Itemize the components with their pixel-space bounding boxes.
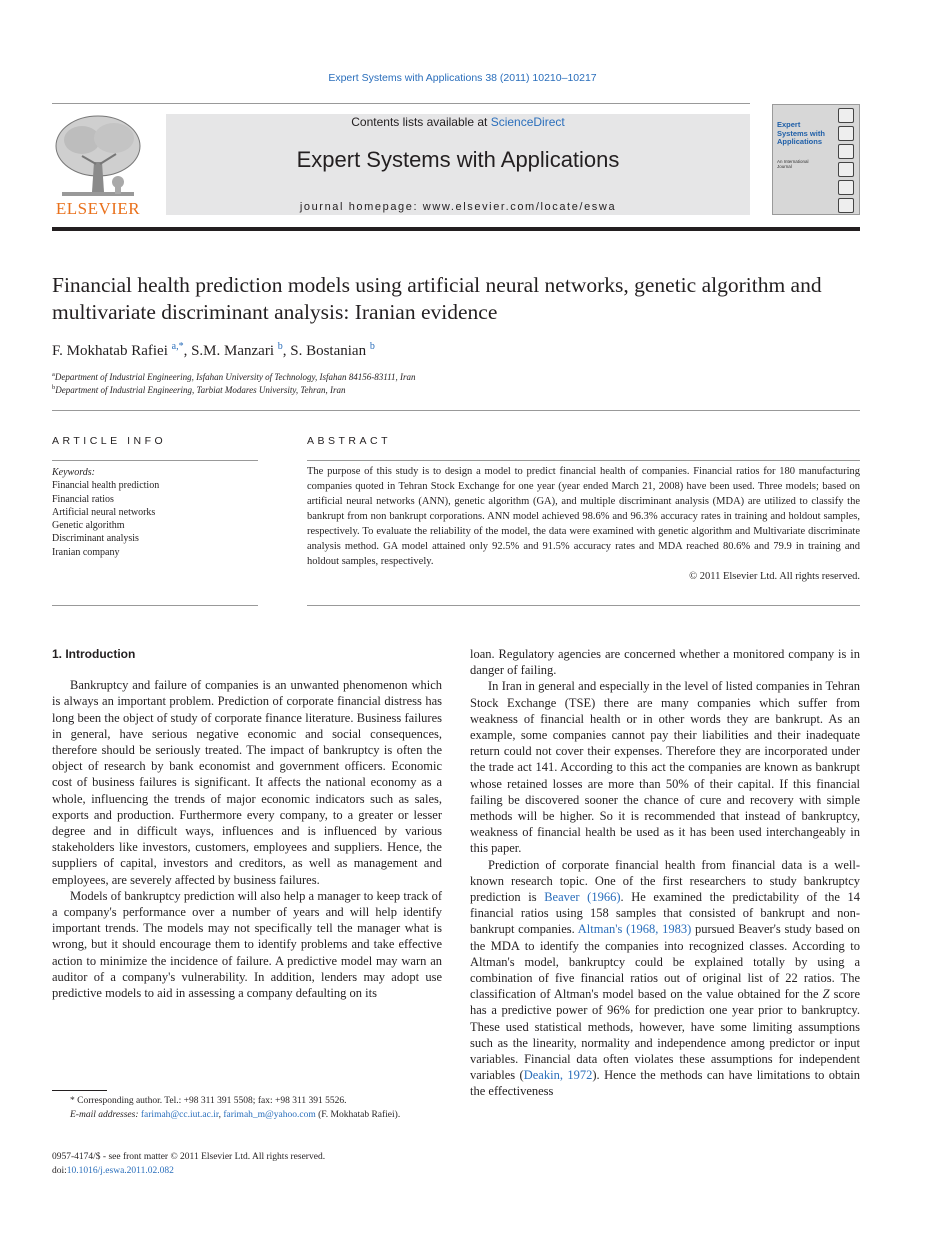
affiliation-mark: b [52,384,56,391]
section-rule [52,410,860,411]
publication-info [52,1150,325,1178]
sciencedirect-link[interactable]: ScienceDirect [490,115,565,129]
footnote [52,1094,442,1122]
keyword: Financial ratios [52,493,114,505]
abstract-body [307,464,860,584]
keyword: Genetic algorithm [52,520,125,532]
abstract-rule [307,605,860,606]
email-link[interactable]: farimah_m@yahoo.com [223,1110,316,1120]
affiliation [52,384,346,395]
header-thick-rule [52,227,860,231]
cover-icon [838,198,854,213]
article-info-heading: ARTICLE INFO [52,435,167,447]
cover-icon [838,180,854,195]
affiliation-mark: a [52,371,55,378]
z-score-symbol: Z [822,987,830,1002]
doi-prefix: doi: [52,1166,67,1176]
keyword: Financial health prediction [52,480,160,492]
citation-link-deakin[interactable]: Deakin, 1972 [523,1068,593,1083]
cover-title: Expert Systems with Applications [777,120,825,146]
body-paragraph: In Iran in general and especially in the level of listed companies in Tehran Stock Exchange (TSE) there are many companies which suffer from weakness of financial health or in other words they are bankrupt. As an example, some companies cannot pay their liabilities and their inadequate return could not cover their expenses. Therefore they are incorporated under the trade act 141. According to this act the companies are known as bankrupt whose retained losses are more than 50% of their capital. If this financial failing be discovered sooner the chance of cure and recovery with simple methods will be higher. So it is recommended that instead of bankruptcy, weakness of financial health be used as it has been used interchangeably in this paper. [470,679,860,856]
footnote-rule [52,1090,107,1091]
keywords-label: Keywords: [52,467,95,478]
email-owner: (F. Mokhatab Rafiei). [315,1110,401,1120]
author-separator: , [183,343,192,359]
header-top-rule [52,103,750,104]
body-paragraph: loan. Regulatory agencies are concerned whether a monitored company is in danger of failing. [470,647,860,678]
contents-prefix: Contents lists available at [351,115,488,129]
cover-icon [838,108,854,123]
article-title: Financial health prediction models using artificial neural networks, genetic algorithm and multivariate discriminant analysis: Iranian evidence [52,273,822,324]
author-name: S. Bostanian [290,343,367,359]
journal-homepage[interactable]: journal homepage: www.elsevier.com/locate/eswa [299,201,617,213]
keyword: Discriminant analysis [52,533,139,545]
cover-icon [838,144,854,159]
keyword: Artificial neural networks [52,506,156,518]
author-separator: , [282,343,291,359]
affiliation [52,371,415,382]
keyword: Iranian company [52,546,120,558]
body-paragraph: Bankruptcy and failure of companies is an unwanted phenomenon which is always an important problem. Prediction of corporate financial distress has long been the object of study of corporate finance literature. Business failures in general, have serious negative economic and social consequences, therefore should be seriously treated. The impact of bankruptcy is often the object of research by bank economist and government officers. Economic cost of business failures is significant. It affects the national economy as a whole, influencing the trends of major economic indicators such as sales, exports and production. Furthermore every company, to a greater or lesser degree and in difficult ways, influences and is influenced by various stakeholders like investors, customers, employees and suppliers. Hence, the suppliers of capital, investors and creditors, as well as management and employees, are severely affected by business failures. [52,678,442,887]
article-info-rule [52,460,258,461]
journal-reference-link[interactable]: Expert Systems with Applications 38 (2011) 10210–10217 [328,72,597,84]
author-affil-mark[interactable]: a,* [171,341,184,352]
cover-icon [838,126,854,141]
text-run: score has a predictive power of 96% for prediction one year prior to bankruptcy. These used statistical methods, however, have some limiting assumptions such as the linearity, normality and independence among predictor or input variables. Financial data often violates these assumptions for independent variables ( [470,987,860,1083]
author-name: S.M. Manzari [191,343,274,359]
text-run: . He examined the predictability of the 14 financial ratios using 158 samples that consisted of bankrupt and non-bankrupt companies. [470,890,861,937]
email-link[interactable]: farimah@cc.iut.ac.ir [140,1110,219,1120]
affiliation-text: Department of Industrial Engineering, Isfahan University of Technology, Isfahan 84156-83111, Iran [54,372,416,382]
body-paragraph: Models of bankruptcy prediction will also help a manager to keep track of a company's performance over a number of years and will help identify important trends. The models may not specifically tell the manager what is wrong, but it should encourage them to identify problems and take effective action to minimize the incidence of failure. A predictive model may warn an auditor of a company's vulnerability. In addition, lenders may adopt use predictive models to aid in assessing a company defaulting on its [52,888,442,1001]
email-label: E-mail addresses: [70,1110,139,1120]
citation-link-altman[interactable]: Altman's (1968, 1983) [577,922,692,937]
text-run: pursued Beaver's study based on the MDA to identify the companies into recognized classes. According to Altman's model, bankruptcy could be explained totally by using a combination of five financial ratios out of original list of 22 ratios. The classification of Altman's model based on the value obtained for the [470,922,860,1002]
journal-cover-thumbnail[interactable] [772,104,860,215]
abstract-rule [307,460,860,461]
article-info-rule [52,605,258,606]
section-heading-introduction: 1. Introduction [52,647,136,661]
email-separator: , [218,1110,224,1120]
corresponding-author-note: * Corresponding author. Tel.: +98 311 391 5508; fax: +98 311 391 5526. [70,1096,347,1106]
doi-link[interactable]: 10.1016/j.eswa.2011.02.082 [66,1166,174,1176]
abstract-text: The purpose of this study is to design a model to predict financial health of companies. Financial ratios for 180 manufacturing companies quoted in Tehran Stock Exchange for one year (year ended March 21, 2008) have been used. Three models; based on artificial neural networks (ANN), genetic algorithm (GA), and multiple discriminant analysis (MDA) are utilized to classify the bankrupt from non bankrupt corporations. ANN model achieved 98.6% and 96.3% accuracy rates in training and holdout samples, respectively. To evaluate the reliability of the model, the data were examined with genetic algorithm and Multivariate discriminate analysis method. GA model attained only 92.5% and 91.5% accuracy rates and MDA reached 80.6% and 79.9 in training and holdout samples, respectively. [307,466,860,567]
author-list [52,341,375,360]
text-run: ). Hence the methods can have limitations to obtain the effectiveness [470,1068,860,1099]
cover-subtitle: An International Journal [777,159,809,169]
affiliation-text: Department of Industrial Engineering, Tarbiat Modares University, Tehran, Iran [55,385,346,395]
text-run: Prediction of corporate financial health from financial data is a well-known research topic. One of the first researchers to study bankruptcy prediction is [470,857,860,905]
author-affil-mark[interactable]: b [277,341,283,352]
body-column-right [470,646,860,1100]
abstract-heading: ABSTRACT [307,435,392,447]
email-note [52,1108,442,1122]
contents-line [166,115,750,129]
abstract-copyright: © 2011 Elsevier Ltd. All rights reserved. [689,571,860,582]
author-affil-mark[interactable]: b [369,341,375,352]
cover-icon [838,162,854,177]
doi-line [52,1164,325,1178]
citation-link-beaver[interactable]: Beaver (1966) [544,890,621,905]
elsevier-wordmark: ELSEVIER [55,199,141,218]
author-name: F. Mokhatab Rafiei [52,343,168,359]
body-column-left [52,646,442,1001]
issn-line: 0957-4174/$ - see front matter © 2011 Elsevier Ltd. All rights reserved. [52,1152,326,1162]
body-paragraph [470,857,860,1100]
tree-icon [52,112,144,200]
journal-title: Expert Systems with Applications [296,147,620,172]
cover-icon-strip [838,108,856,216]
keywords-block [52,466,258,559]
